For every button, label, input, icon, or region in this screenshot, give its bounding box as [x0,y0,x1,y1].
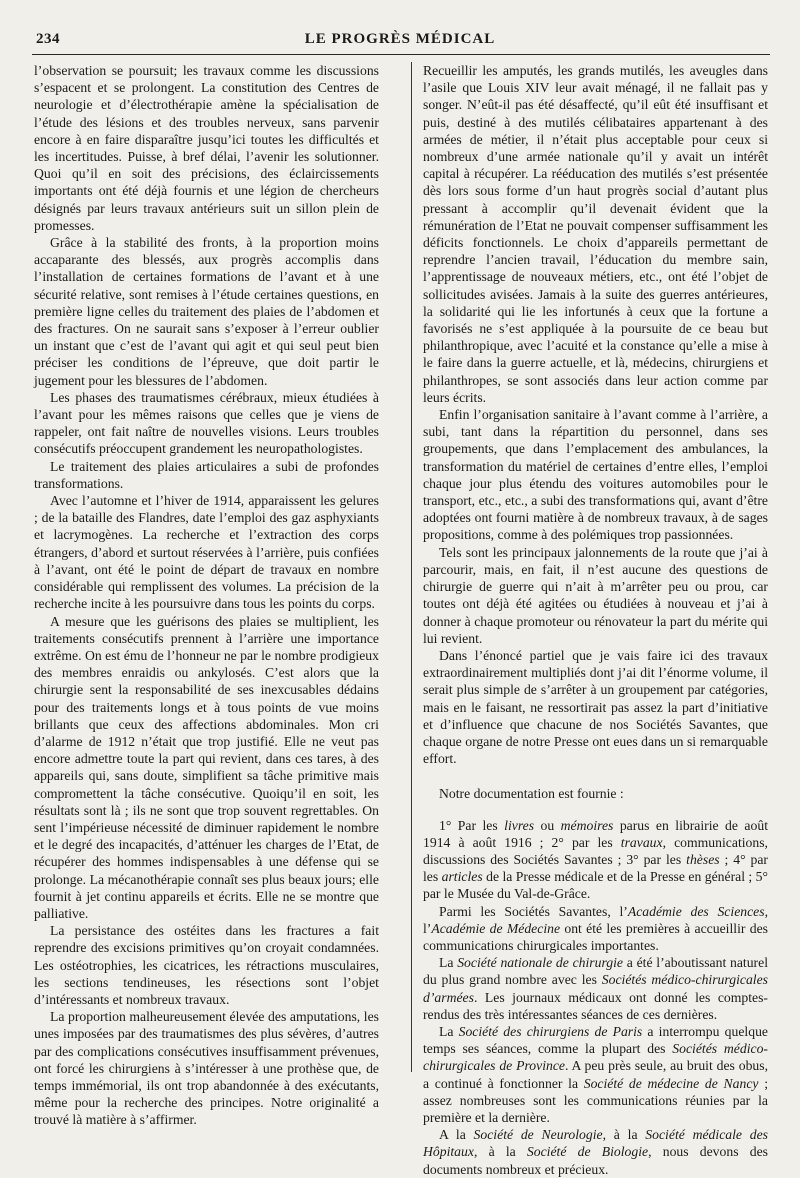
text-run: ont été les premières à accueillir des communications chirurgicales importantes. [423,920,768,953]
paragraph: Notre documentation est fournie : [439,786,624,802]
text-run: , communications, discussions des Sociétés Savantes ; 3° par les [423,834,768,867]
italic-text: Académie de Médecine [431,920,561,936]
left-column [34,62,379,1129]
text-run: ou [534,817,561,833]
paragraph: Recueillir les amputés, les grands mutilés, les aveugles dans l’asile que Louis XIV leur avait ménagé, il ne fallait pas y songer. N’eût-il pas été désaffecté, qu’il eût été insuffisant et puis, destiné à des mutilés célibataires appartenant à des armées de métier, il n’était plus acceptable pour ceux si nombreux d’une armée nationale qu’il y avait un intérêt capital à récupérer. La rééducation des mutilés s’est présentée dès lors sous forme d’un haut progrès social d’autant plus pressant à accomplir qu’il devenait évident que la rémunération de l’Etat ne pouvait compenser suffisamment les déficits fonctionnels. Le choix d’appareils permettant de reprendre l’ancien travail, l’éducation du membre sain, l’apprentissage de nouveaux métiers, etc., ont été l’objet de sollicitudes avisées. Jamais à la suite des guerres antérieures, la solidarité qui lie les infortunés à ceux que la fortune a favorisés ne s’est appliquée à la poursuite de ce beau but philanthropique, avec l’acuité et la constance qu’elle a mise à le faire dans la guerre actuelle, et là, médecins, chirurgiens et philanthropes, se sont associés dans leur action comme par leurs écrits. [423,63,768,405]
text-run: ; 4° par les [423,851,768,885]
paragraph: Tels sont les principaux jalonnements de la route que j’ai à parcourir, mais, en fait, il n’est aucune des questions de chirurgie de guerre qui n’ait à m’arrêter peu ou prou, car toutes ont déjà été agitées ou étudiées à nouveau et j’ai à donner à chaque promoteur ou rénovateur la part du mérite qui lui revient. [423,544,768,646]
italic-text: livres [504,817,535,833]
text-run: a été l’aboutissant naturel du plus grand nombre avec les [423,955,768,988]
paragraph [423,1126,768,1178]
paragraph: Enfin l’organisation sanitaire à l’avant comme à l’arrière, a subi, tant dans la répartition du personnel, dans ses groupements, que dans l’emplacement des ambulances, la transformation du matériel de certaines d’entre elles, l’emploi chaque jour plus étendu des voitures automobiles pour le transport, etc., etc., a subi des transformations qui, avant d’être adoptées ont fourni matière à de nombreux travaux, à de sages propositions, comme à des polémiques trop passionnées. [423,407,768,543]
italic-text: Sociétés médico-chirurgicales d’armées [423,972,768,1005]
italic-text: Académie des Sciences [627,903,765,919]
text-run: La [439,955,458,971]
paragraph: Le traitement des plaies articulaires a subi de profondes transformations. [34,458,379,491]
header-rule [32,54,770,55]
italic-text: Société nationale de chirurgie [457,955,624,971]
text-run: A la [439,1127,474,1143]
italic-text: Société de médecine de Nancy [583,1075,759,1091]
paragraph: La persistance des ostéites dans les fractures a fait reprendre des excisions primitives qu’on croyait condamnées. Les ostéotrophies, les cicatrices, les rétractions musculaires, les sections tendineuses, les résections sont l’objet d’intéressants et nombreux travaux. [34,923,379,1007]
paragraph [423,903,768,955]
text-run: de la Presse médicale et de la Presse en général ; 5° par le Musée du Val-de-Grâce. [423,869,768,902]
text-run: . A peu près seule, au bruit des obus, a continué à fonctionner la [423,1058,769,1091]
italic-text: Société de Neurologie [473,1127,603,1143]
italic-text: Société de Biologie [526,1144,649,1160]
right-column [423,62,768,1178]
paragraph: La proportion malheureusement élevée des amputations, les unes imposées par des traumatismes des plus sévères, d’autres par des complications consécutives insuffisamment prévenues, ont forcé les chirurgiens à s’intéresser à une prothèse que, de temps immémorial, ils ont trop abandonnée à des exécutants, même pour la recherche des principes. Notre originalité a trouvé là matière à s’affirmer. [34,1009,379,1128]
text-run: , nous devons des documents nombreux et précieux. [423,1144,768,1177]
text-run: . Les journaux médicaux ont donné les comptes-rendus des très intéressantes séances de ces dernières. [423,989,768,1022]
italic-text: thèses [686,851,720,867]
italic-text: travaux [620,834,663,850]
italic-text: Société médicale des Hôpitaux [423,1127,768,1160]
text-run: , l’ [423,903,769,936]
text-run: a interrompu quelque temps ses séances, comme la plupart des [423,1023,768,1057]
paragraph [423,1023,768,1126]
text-run: Parmi les Sociétés Savantes, l’ [439,903,628,919]
paragraph: Les phases des traumatismes cérébraux, mieux étudiées à l’avant pour les mêmes raisons que celles que je viens de rappeler, ont fait naître de nouvelles visions. Leurs troubles consécutifs préoccupent grandement les neuropathologistes. [34,389,379,457]
text-run: 1° Par les [439,817,505,833]
paragraph [423,817,768,903]
paragraph: Grâce à la stabilité des fronts, à la proportion moins accaparante des blessés, aux progrès accomplis dans l’installation de certaines formations de l’avant et à une sécurité relative, sont remises à l’étude certaines questions, en première ligne celles du traitement des plaies de l’abdomen et des fractures. On ne saurait sans s’exposer à l’erreur oublier un instant que c’est de l’avant qui agit et qui seul peut bien préciser les conditions de l’épreuve, que doit partir le jugement pour les blessures de l’abdomen. [34,235,379,388]
text-run: , à la [473,1144,527,1160]
paragraph: Dans l’énoncé partiel que je vais faire ici des travaux extraordinairement multipliés dont j’ai dit l’énorme volume, il serait plus simple de s’arrêter à un groupement par catégories, mais en le faisant, ne ressortirait pas assez la part d’initiative et d’influence que chacune de nos Sociétés Savantes, que chaque organe de notre Presse ont eues dans un si remarquable effort. [423,647,768,767]
text-run: ; assez nombreuses sont les communications réunies par la première et la dernière. [423,1075,768,1125]
text-run: La [439,1023,459,1039]
italic-text: articles [441,869,483,885]
page-number: 234 [36,31,60,47]
italic-text: mémoires [560,817,614,833]
paragraph: l’observation se poursuit; les travaux comme les discussions s’espacent et se prolongent. La constitution des Centres de neurologie et d’électrothérapie amène la spécialisation de l’étude des lésions et des troubles nerveux, sans parvenir encore à en faire disparaître jusqu’ici toutes les difficultés et les incertitudes. Puisse, à bref délai, l’avenir les solutionner. Quoi qu’il en soit des précisions, des éclaircissements importants ont été déjà fournis et une légion de chercheurs désignés par leurs travaux antérieurs suit un sillon plein de promesses. [34,63,379,233]
italic-text: Sociétés médico-chirurgicales de Province [423,1041,768,1074]
paragraph [423,954,768,1023]
column-rule [411,62,412,1072]
italic-text: Société des chirurgiens de Paris [458,1023,643,1039]
text-run: , à la [602,1127,646,1143]
paragraph: A mesure que les guérisons des plaies se multiplient, les traitements consécutifs prennent à l’arrière une importance extrême. On est ému de l’honneur ne par le nombre prodigieux des membres enraidis ou ankylosés. C’est alors que la chirurgie sent la responsabilité de ses inexcusables dédains pour des traitements longs et à tous points de vue moins brillants que ceux des affections abdominales. Mon cri d’alarme de 1912 n’était que trop justifié. Elle ne veut pas encore admettre toute la part qui revient, dans ces tares, à des appareils qui, sans doute, simplifient sa tâche primitive mais compromettent la tâche consécutive. Quoiqu’il en soit, les résultats sont là ; ils ne sont que trop souvent regrettables. On sent l’impérieuse nécessité de diminuer rapidement le nombre et le degré des incapacités, d’atténuer les charges de l’Etat, de récupérer des hommes indispensables à une défense qui se prolonge. La mécanothérapie connaît ses plus beaux jours; elle fournit à jet continu appareils et écrits. Elle ne se montre que palliative. [34,613,379,921]
text-run: parus en librairie de août 1914 à août 1916 ; 2° par les [423,817,768,850]
running-head: LE PROGRÈS MÉDICAL [304,31,496,47]
paragraph: Avec l’automne et l’hiver de 1914, apparaissent les gelures ; de la bataille des Flandres, date l’emploi des gaz asphyxiants et lacrymogènes. La recherche et l’extraction des corps étrangers, d’abord et surtout réservées à l’arrière, puis confiées à l’avant, ont été le point de départ de travaux en nombre considérable qui remplissent des volumes. La précision de la recherche incite à les poursuivre dans tous les points du corps. [34,493,379,612]
